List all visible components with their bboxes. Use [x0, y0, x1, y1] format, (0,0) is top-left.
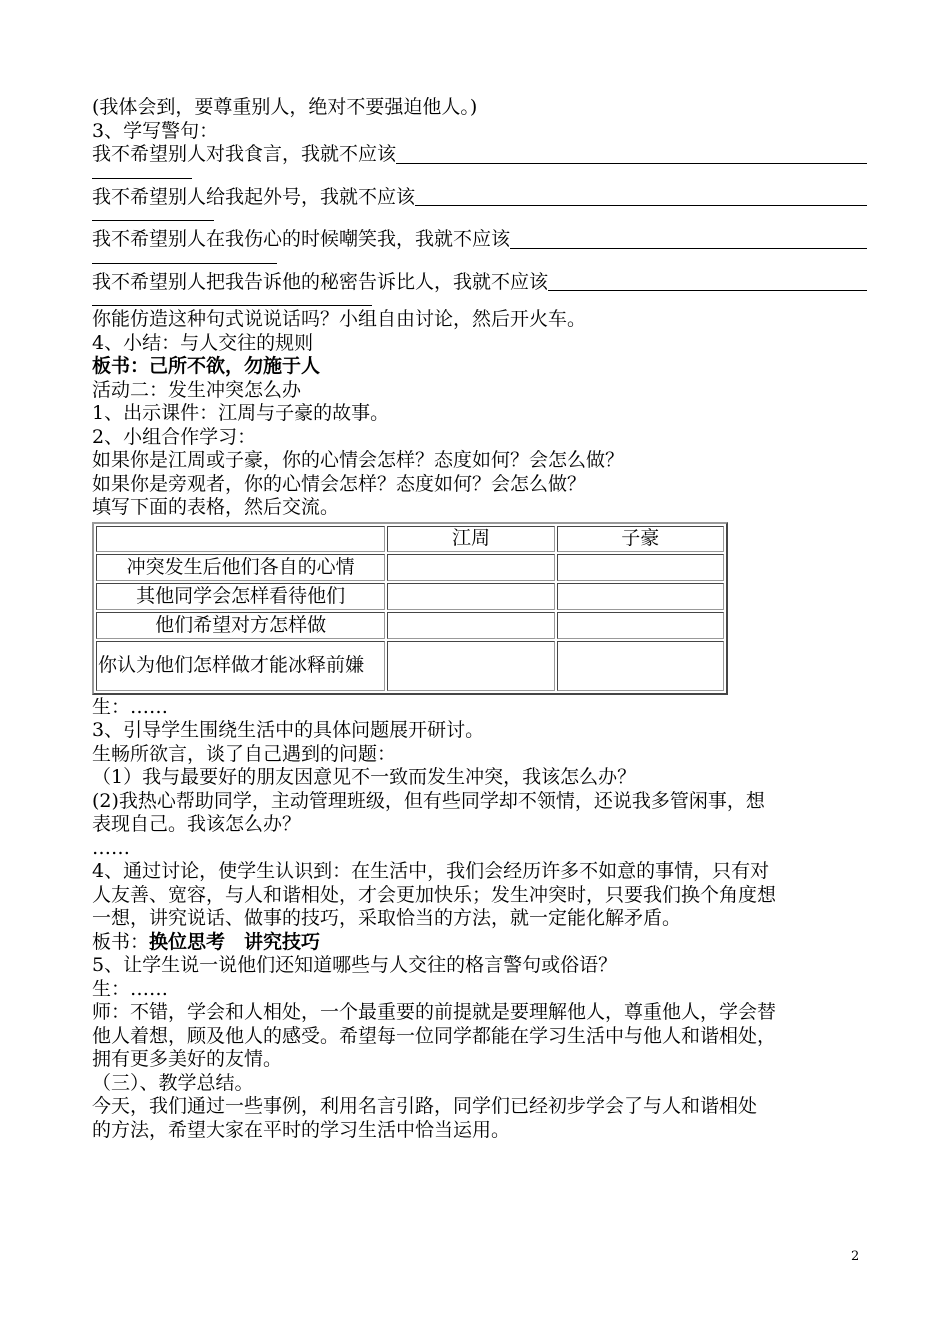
answer-cell[interactable] — [557, 583, 724, 610]
answer-blank-continuation[interactable] — [92, 305, 372, 306]
answer-cell[interactable] — [387, 554, 554, 581]
table-row — [96, 554, 724, 581]
text-line: （1）我与最要好的朋友因意见不一致而发生冲突，我该怎么办？ — [92, 766, 637, 788]
answer-cell[interactable] — [387, 641, 554, 691]
sentence-prompt: 我不希望别人把我告诉他的秘密告诉比人，我就不应该 — [92, 270, 549, 293]
answer-blank-continuation[interactable] — [92, 178, 192, 179]
answer-blank[interactable] — [510, 247, 867, 249]
text-line: 表现自己。我该怎么办？ — [92, 813, 302, 835]
text-line: 师：不错，学会和人相处，一个最重要的前提就是要理解他人，尊重他人，学会替 — [92, 1001, 777, 1023]
table-header-cell: 江周 — [387, 526, 554, 552]
row-label: 你认为他们怎样做才能冰释前嫌 — [96, 641, 385, 691]
text-line: 3、学写警句： — [92, 119, 219, 142]
sentence-prompt: 我不希望别人给我起外号，我就不应该 — [92, 185, 416, 208]
blackboard-prefix: 板书： — [92, 930, 150, 953]
text-line: 一想，讲究说话、做事的技巧，采取恰当的方法，就一定能化解矛盾。 — [92, 907, 682, 929]
text-line: …… — [92, 836, 130, 859]
fill-in-line — [92, 228, 867, 252]
text-line: 4、通过讨论，使学生认识到：在生活中，我们会经历许多不如意的事情，只有对 — [92, 860, 770, 882]
answer-blank[interactable] — [396, 162, 867, 164]
table-header-row — [96, 526, 724, 552]
row-label: 冲突发生后他们各自的心情 — [96, 554, 385, 581]
page-number: 2 — [851, 1249, 860, 1264]
text-line: 5、让学生说一说他们还知道哪些与人交往的格言警句或俗语？ — [92, 954, 618, 976]
answer-blank-continuation[interactable] — [92, 220, 214, 221]
table-row — [96, 583, 724, 610]
table-header-cell: 子豪 — [557, 526, 724, 552]
answer-blank[interactable] — [548, 289, 867, 291]
blackboard-note — [92, 931, 867, 955]
text-line: 如果你是旁观者，你的心情会怎样？态度如何？会怎么做？ — [92, 472, 587, 495]
text-line: 填写下面的表格，然后交流。 — [92, 496, 340, 518]
answer-cell[interactable] — [387, 583, 554, 610]
text-line: 拥有更多美好的友情。 — [92, 1048, 283, 1070]
blackboard-keywords: 换位思考 讲究技巧 — [149, 930, 321, 953]
sentence-prompt: 我不希望别人在我伤心的时候嘲笑我，我就不应该 — [92, 228, 511, 250]
text-line: (我体会到，要尊重别人，绝对不要强迫他人。) — [92, 96, 478, 118]
document-page — [92, 96, 867, 1142]
fill-in-line — [92, 271, 867, 295]
row-label: 其他同学会怎样看待他们 — [96, 583, 385, 610]
text-line: 生：…… — [92, 977, 169, 1000]
table-row — [96, 612, 724, 639]
table-row — [96, 641, 724, 691]
blackboard-note: 板书：己所不欲，勿施于人 — [92, 355, 321, 377]
table-header-cell — [96, 526, 385, 552]
text-line: 1、出示课件：江周与子豪的故事。 — [92, 402, 390, 424]
discussion-table — [92, 522, 728, 695]
text-line: 如果你是江周或子豪，你的心情会怎样？态度如何？会怎么做？ — [92, 449, 625, 471]
section-heading: （三）、教学总结。 — [92, 1071, 254, 1094]
text-line: 生畅所欲言，谈了自己遇到的问题： — [92, 742, 397, 765]
text-line: 你能仿造这种句式说说话吗？小组自由讨论，然后开火车。 — [92, 308, 587, 330]
answer-cell[interactable] — [557, 554, 724, 581]
answer-blank-continuation[interactable] — [92, 263, 277, 264]
text-line: 的方法，希望大家在平时的学习生活中恰当运用。 — [92, 1118, 511, 1141]
text-line: 3、引导学生围绕生活中的具体问题展开研讨。 — [92, 719, 485, 741]
answer-blank[interactable] — [415, 204, 867, 206]
text-line: 生：…… — [92, 695, 169, 718]
text-line: 今天，我们通过一些事例，利用名言引路，同学们已经初步学会了与人和谐相处 — [92, 1095, 758, 1117]
answer-cell[interactable] — [557, 641, 724, 691]
text-line: 4、小结：与人交往的规则 — [92, 331, 314, 354]
fill-in-line — [92, 186, 867, 210]
answer-cell[interactable] — [387, 612, 554, 639]
activity-heading: 活动二：发生冲突怎么办 — [92, 378, 302, 401]
sentence-prompt: 我不希望别人对我食言，我就不应该 — [92, 143, 397, 165]
text-line: 他人着想，顾及他人的感受。希望每一位同学都能在学习生活中与他人和谐相处， — [92, 1024, 777, 1047]
text-line: 2、小组合作学习： — [92, 425, 257, 448]
row-label: 他们希望对方怎样做 — [96, 612, 385, 639]
fill-in-line — [92, 143, 867, 167]
text-line: (2)我热心帮助同学，主动管理班级，但有些同学却不领情，还说我多管闲事，想 — [92, 789, 765, 812]
answer-cell[interactable] — [557, 612, 724, 639]
text-line: 人友善、宽容，与人和谐相处，才会更加快乐；发生冲突时，只要我们换个角度想 — [92, 883, 777, 906]
